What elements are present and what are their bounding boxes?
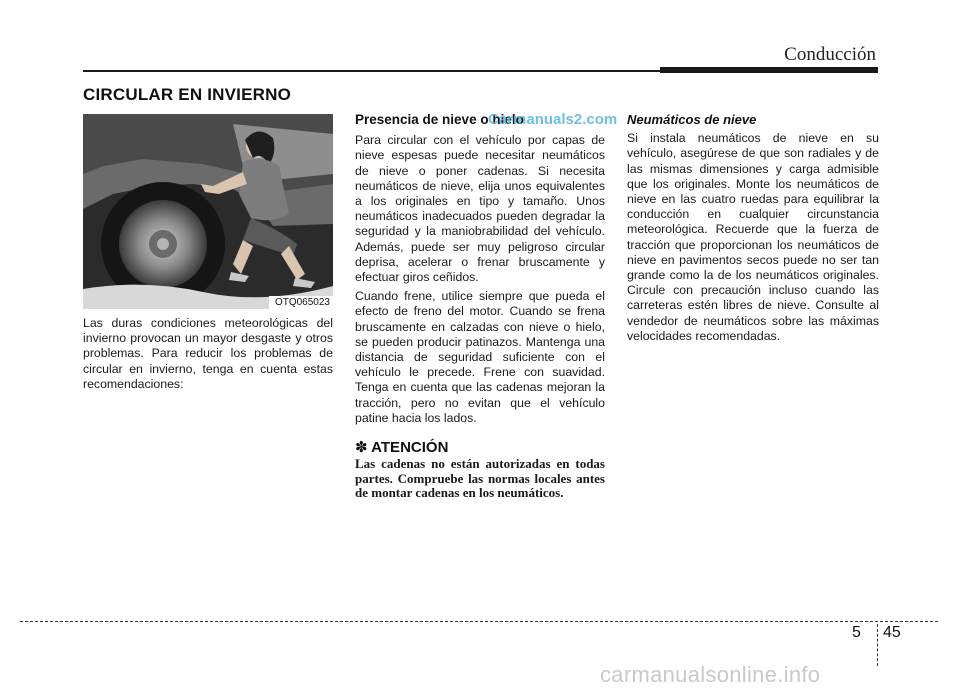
column-left [83, 316, 333, 396]
woman-checking-tire-image [83, 114, 333, 309]
section-header: Conducción [784, 44, 876, 65]
page-title: CIRCULAR EN INVIERNO [83, 85, 292, 104]
attention-body: Las cadenas no están autorizadas en todas partes. Compruebe las normas locales antes de montar cadenas en los neumáticos. [355, 456, 605, 501]
page-number: 45 [883, 624, 901, 641]
snow-tires-heading: Neumáticos de nieve [627, 112, 757, 127]
snow-paragraph-2: Cuando frene, utilice siempre que pueda el efecto de freno del motor. Cuando se frena bruscamente en calzadas con nieve o hielo, se pueden producir patinazos. Mantenga una distancia de seguridad suficiente con el vehículo le precede. Frene con suavidad. Tenga en cuenta que las cadenas mejoran la tracción, pero no evitan que el vehículo patine hacia los lados. [355, 289, 605, 425]
intro-paragraph: Las duras condiciones meteorológicas del invierno provocan un mayor desgaste y otros problemas. Para reducir los problemas de circular en invierno, tenga en cuenta estas recomendaciones: [83, 316, 333, 391]
header-rule-thick [660, 67, 878, 73]
snow-tires-paragraph: Si instala neumáticos de nieve en su vehículo, asegúrese de que son radiales y de las mismas dimensiones y carga admisible que los originales. Monte los neumáticos de nieve en las cuatro ruedas para equilibrar la conducción en cualquier circunstancia meteorológica. Recuerde que la fuerza de tracción que proporcionan los neumáticos de nieve en pavimentos secos puede no ser tan grande como la de los neumáticos originales. Circule con precaución incluso cuando las carreteras estén libres de nieve. Consulte al vendedor de neumáticos sobre las máximas velocidades recomendadas. [627, 131, 879, 343]
header-rule-thin [83, 70, 660, 72]
watermark: Carmanuals2.com [488, 111, 618, 128]
column-middle [355, 112, 605, 501]
page-divider [877, 624, 878, 666]
snow-paragraph-1: Para circular con el vehículo por capas de nieve espesas puede necesitar neumáticos de nieve o poner cadenas. Si necesita neumáticos de nieve, elija unos equivalentes a los originales en tipo y tamaño. Unos neumáticos inadecuados pueden degradar la seguridad y la maniobrabilidad del vehículo. Además, puede ser muy peligroso circular deprisa, acelerar o frenar bruscamente y efectuar giros ceñidos. [355, 133, 605, 285]
snow-heading: Presencia de nieve o hielo [355, 112, 524, 127]
attention-title: ✽ ATENCIÓN [355, 439, 449, 457]
column-right [627, 112, 879, 348]
chapter-number: 5 [852, 624, 861, 641]
footer-dashed-rule [20, 621, 938, 622]
site-watermark: carmanualsonline.info [600, 662, 821, 687]
figure-code: OTQ065023 [269, 296, 333, 309]
figure-illustration [83, 114, 333, 309]
